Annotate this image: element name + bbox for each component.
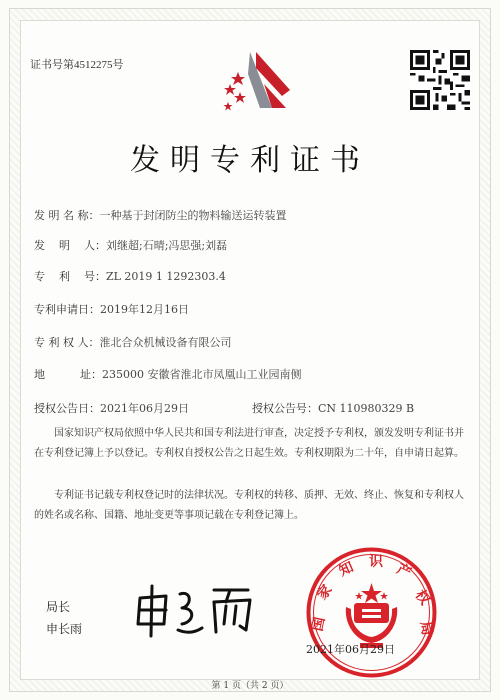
patent-no-value: ZL 2019 1 1292303.4 xyxy=(105,270,226,283)
certificate-title: 发明专利证书 xyxy=(130,143,370,178)
invention-name-label: 发 明 名 称： xyxy=(34,209,100,222)
filing-date-label: 专利申请日： xyxy=(34,303,100,316)
svg-text:权: 权 xyxy=(411,587,433,609)
signature-icon xyxy=(130,580,260,640)
filing-date-row xyxy=(34,301,189,317)
patentee-label: 专 利 权 人： xyxy=(34,336,100,349)
grant-date-row xyxy=(34,400,189,416)
official-seal-icon xyxy=(304,545,439,680)
address-value: 235000 安徽省淮北市凤凰山工业园南侧 xyxy=(101,368,302,381)
address-row xyxy=(34,366,301,382)
svg-text:局: 局 xyxy=(416,620,436,637)
address-label: 地 址： xyxy=(34,368,102,381)
grant-date-label: 授权公告日： xyxy=(34,402,100,415)
patent-no-label: 专 利 号： xyxy=(34,270,106,283)
grant-date-value: 2021年06月29日 xyxy=(100,402,189,415)
cnipa-logo-icon xyxy=(220,50,300,115)
page-footer: 第 1 页（共 2 页） xyxy=(211,681,289,691)
svg-text:知: 知 xyxy=(336,559,357,580)
filing-date-value: 2019年12月16日 xyxy=(100,303,189,316)
grant-no-label: 授权公告号： xyxy=(252,402,318,415)
inventors-value: 刘继超;石晴;冯思强;刘磊 xyxy=(105,239,228,252)
svg-text:识: 识 xyxy=(369,554,383,570)
invention-name-value: 一种基于封闭防尘的物料输送运转装置 xyxy=(99,209,287,222)
qr-code-icon xyxy=(410,50,470,110)
patentee-row xyxy=(34,334,232,350)
grant-no-row xyxy=(252,400,414,416)
patent-no-row xyxy=(34,268,226,284)
paragraph-2: 专利证书记载专利权登记时的法律状况。专利权的转移、质押、无效、终止、恢复和专利权人的姓名或名称、国籍、地址变更等事项记载在专利登记簿上。 xyxy=(34,490,464,521)
certificate-number: 证书号第4512275号 xyxy=(30,59,124,71)
patentee-value: 淮北合众机械设备有限公司 xyxy=(99,336,232,349)
svg-text:家: 家 xyxy=(314,582,336,603)
inventors-row xyxy=(34,237,227,253)
grant-no-value: CN 110980329 B xyxy=(318,402,415,415)
invention-name-row xyxy=(34,207,287,223)
svg-text:国: 国 xyxy=(309,615,329,633)
chief-title: 局长 xyxy=(46,600,71,614)
svg-text:产: 产 xyxy=(393,561,414,582)
paragraph-1: 国家知识产权局依照中华人民共和国专利法进行审查，决定授予专利权，颁发发明专利证书并在专利登记簿上予以登记。专利权自授权公告之日起生效。专利权期限为二十年，自申请日起算。 xyxy=(34,428,464,459)
inventors-label: 发 明 人： xyxy=(34,239,106,252)
chief-name: 申长雨 xyxy=(46,622,83,636)
seal-date: 2021年06月29日 xyxy=(306,643,395,656)
